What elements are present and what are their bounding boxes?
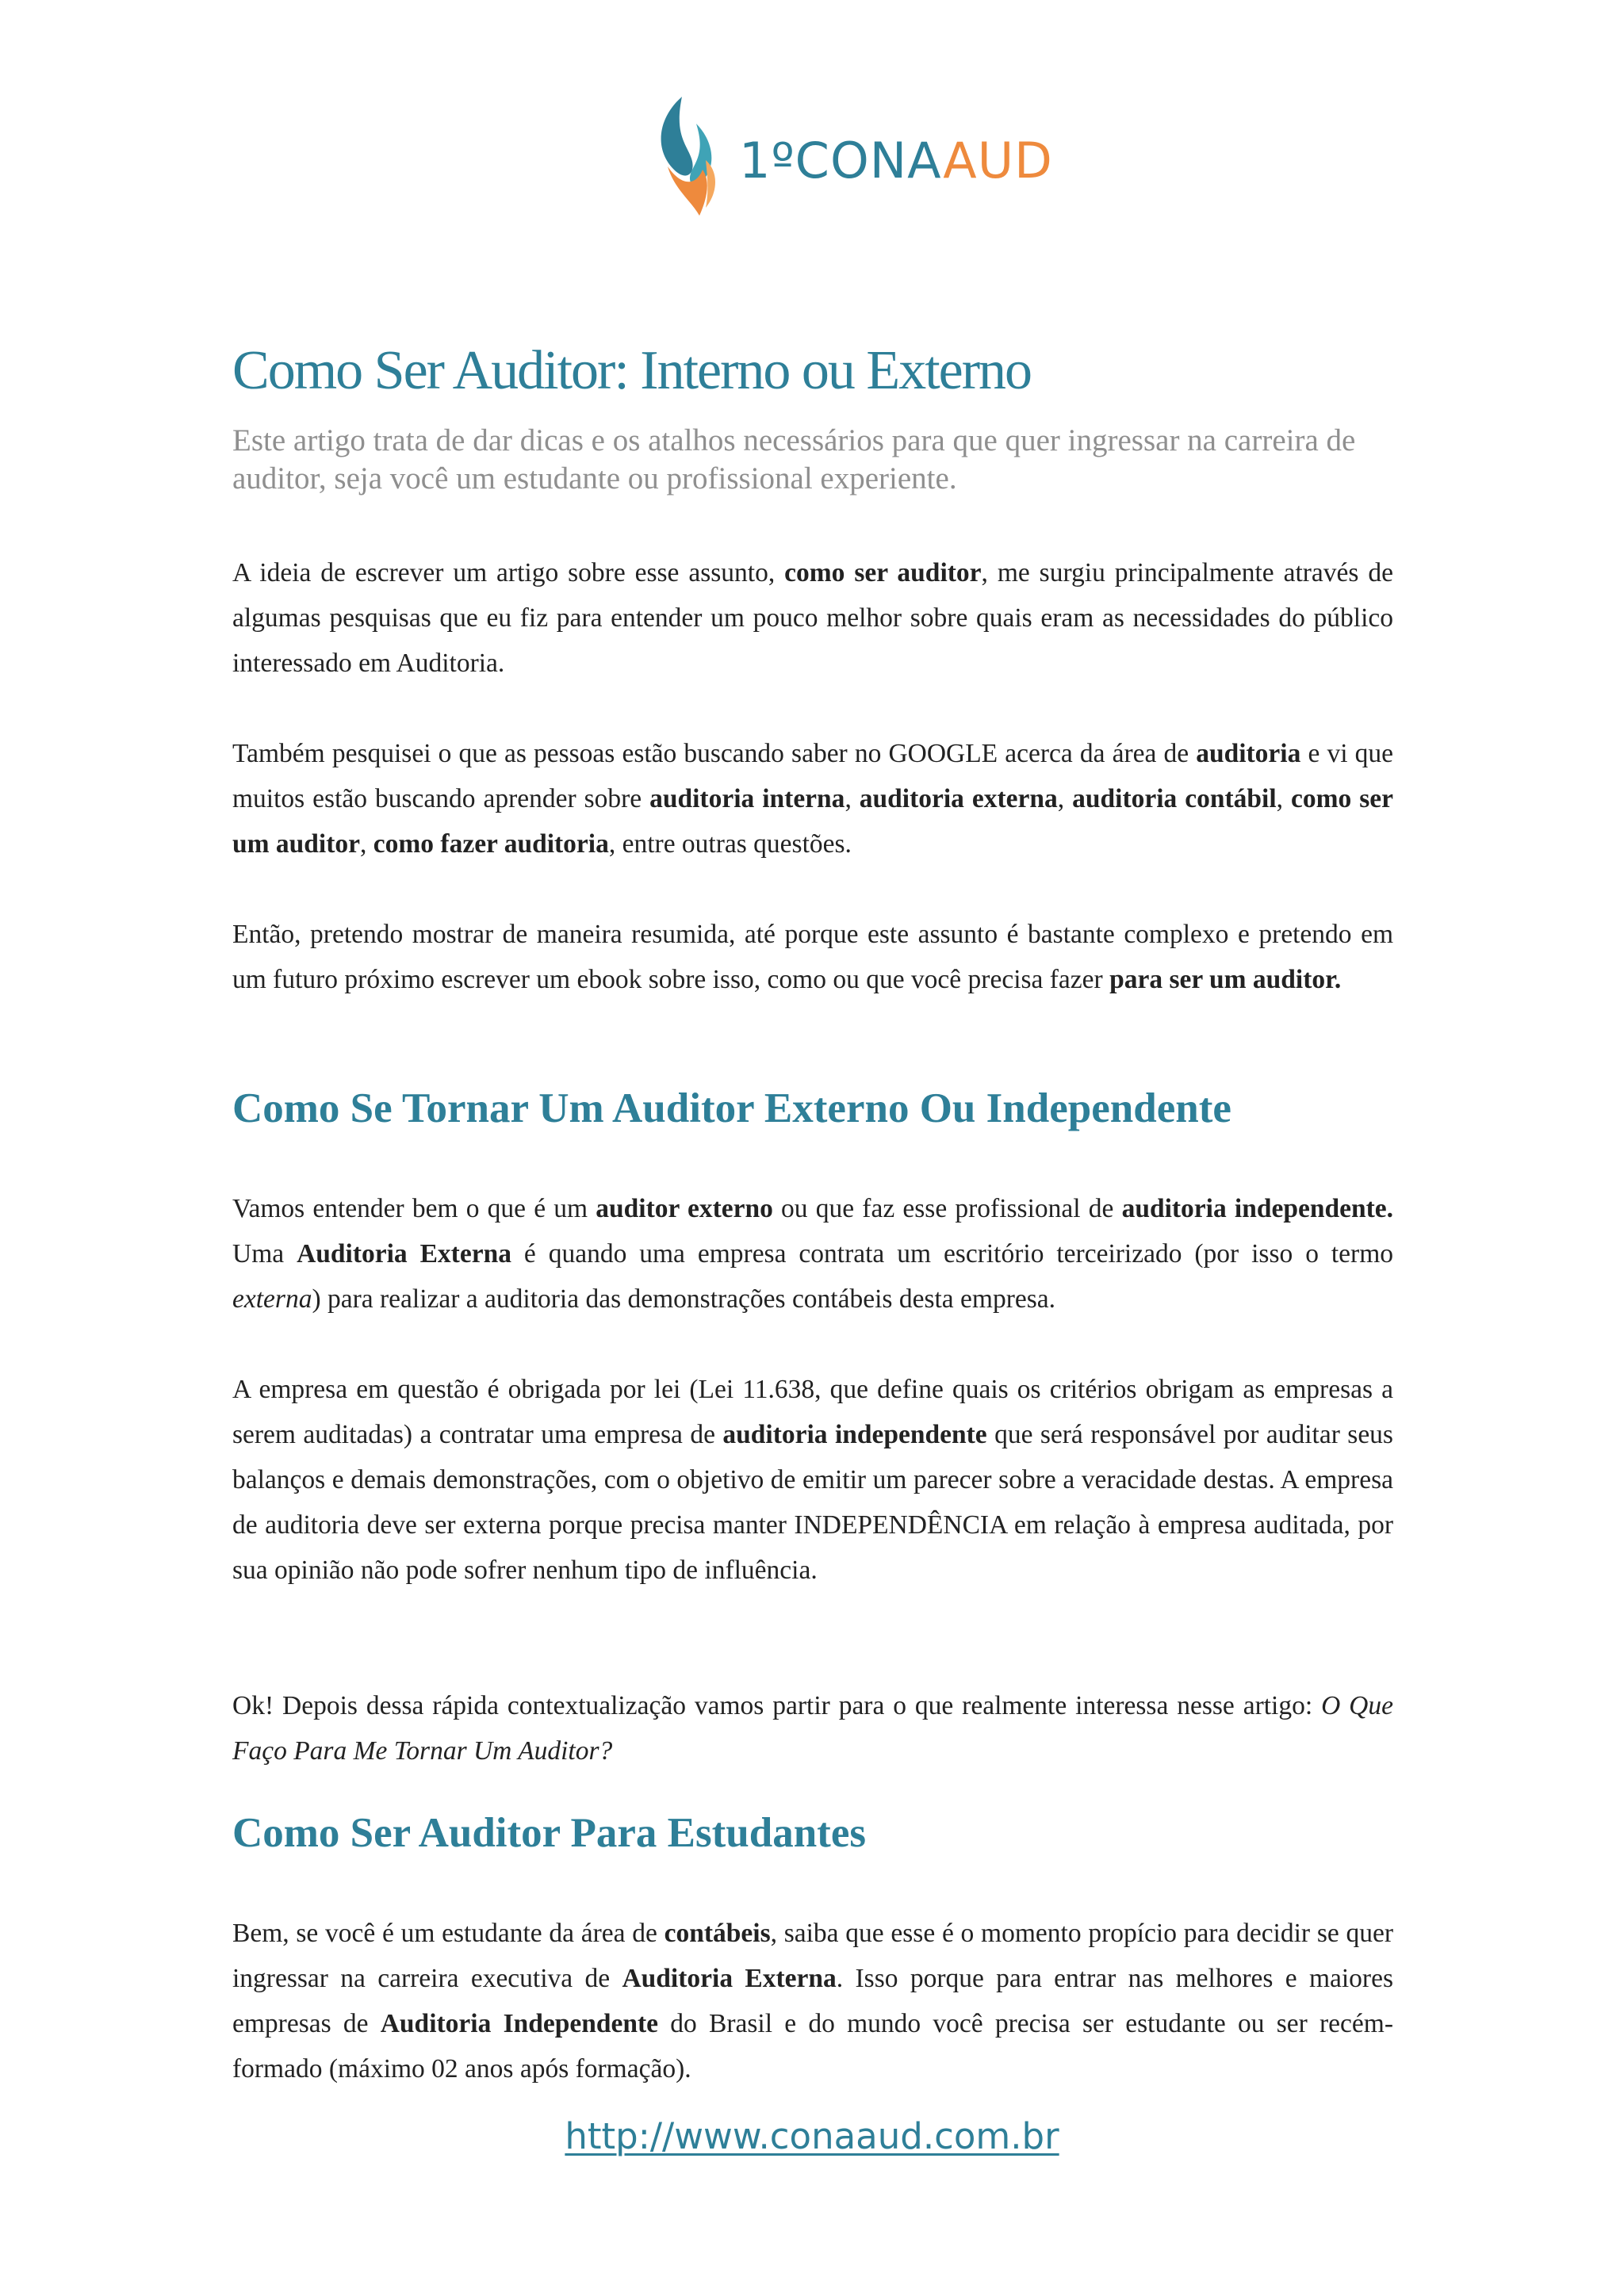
paragraph-external-definition: Vamos entender bem o que é um auditor externo ou que faz esse profissional de auditoria independente. Uma Auditoria Externa é quando uma empresa contrata um escritório terceirizado (por isso o termo externa) para realizar a auditoria das demonstrações contábeis desta empresa.	[232, 1194, 1394, 1314]
section-heading-students: Como Ser Auditor Para Estudantes	[232, 1810, 866, 1856]
logo-wordmark: 1ºCONAAUD	[739, 132, 1053, 189]
website-link[interactable]: http://www.conaaud.com.br	[565, 2115, 1059, 2157]
conaaud-logo	[650, 94, 1053, 220]
section-heading-external-auditor: Como Se Tornar Um Auditor Externo Ou Independente	[232, 1085, 1231, 1131]
paragraph-law: A empresa em questão é obrigada por lei (Lei 11.638, que define quais os critérios obrigam as empresas a serem auditadas) a contratar uma empresa de auditoria independente que será responsável por auditar seus balanços e demais demonstrações, com o objetivo de emitir um parecer sobre a veracidade destas. A empresa de auditoria deve ser externa porque precisa manter INDEPENDÊNCIA em relação à empresa auditada, por sua opinião não pode sofrer nenhum tipo de influência.	[232, 1375, 1393, 1585]
paragraph-intro: A ideia de escrever um artigo sobre esse assunto, como ser auditor, me surgiu principalmente através de algumas pesquisas que eu fiz para entender um pouco melhor sobre quais eram as necessidades do público interessado em Auditoria.	[232, 558, 1393, 678]
paragraph-plan: Então, pretendo mostrar de maneira resumida, até porque este assunto é bastante complexo e pretendo em um futuro próximo escrever um ebook sobre isso, como ou que você precisa fazer para ser um auditor.	[232, 920, 1393, 994]
paragraph-research: Também pesquisei o que as pessoas estão buscando saber no GOOGLE acerca da área de auditoria e vi que muitos estão buscando aprender sobre auditoria interna, auditoria externa, auditoria contábil, como ser um auditor, como fazer auditoria, entre outras questões.	[232, 739, 1394, 859]
paragraph-students: Bem, se você é um estudante da área de contábeis, saiba que esse é o momento propício para decidir se quer ingressar na carreira executiva de Auditoria Externa. Isso porque para entrar nas melhores e maiores empresas de Auditoria Independente do Brasil e do mundo você precisa ser estudante ou ser recém-formado (máximo 02 anos após formação).	[232, 1919, 1393, 2084]
page-subtitle: Este artigo trata de dar dicas e os atalhos necessários para que quer ingressar na carreira de auditor, seja você um estudante ou profissional experiente.	[232, 423, 1356, 496]
flame-logo-icon	[650, 94, 723, 219]
page-title: Como Ser Auditor: Interno ou Externo	[232, 340, 1032, 401]
paragraph-transition: Ok! Depois dessa rápida contextualização vamos partir para o que realmente interessa nesse artigo: O Que Faço Para Me Tornar Um Auditor?	[232, 1691, 1393, 1766]
footer	[0, 2115, 1624, 2157]
